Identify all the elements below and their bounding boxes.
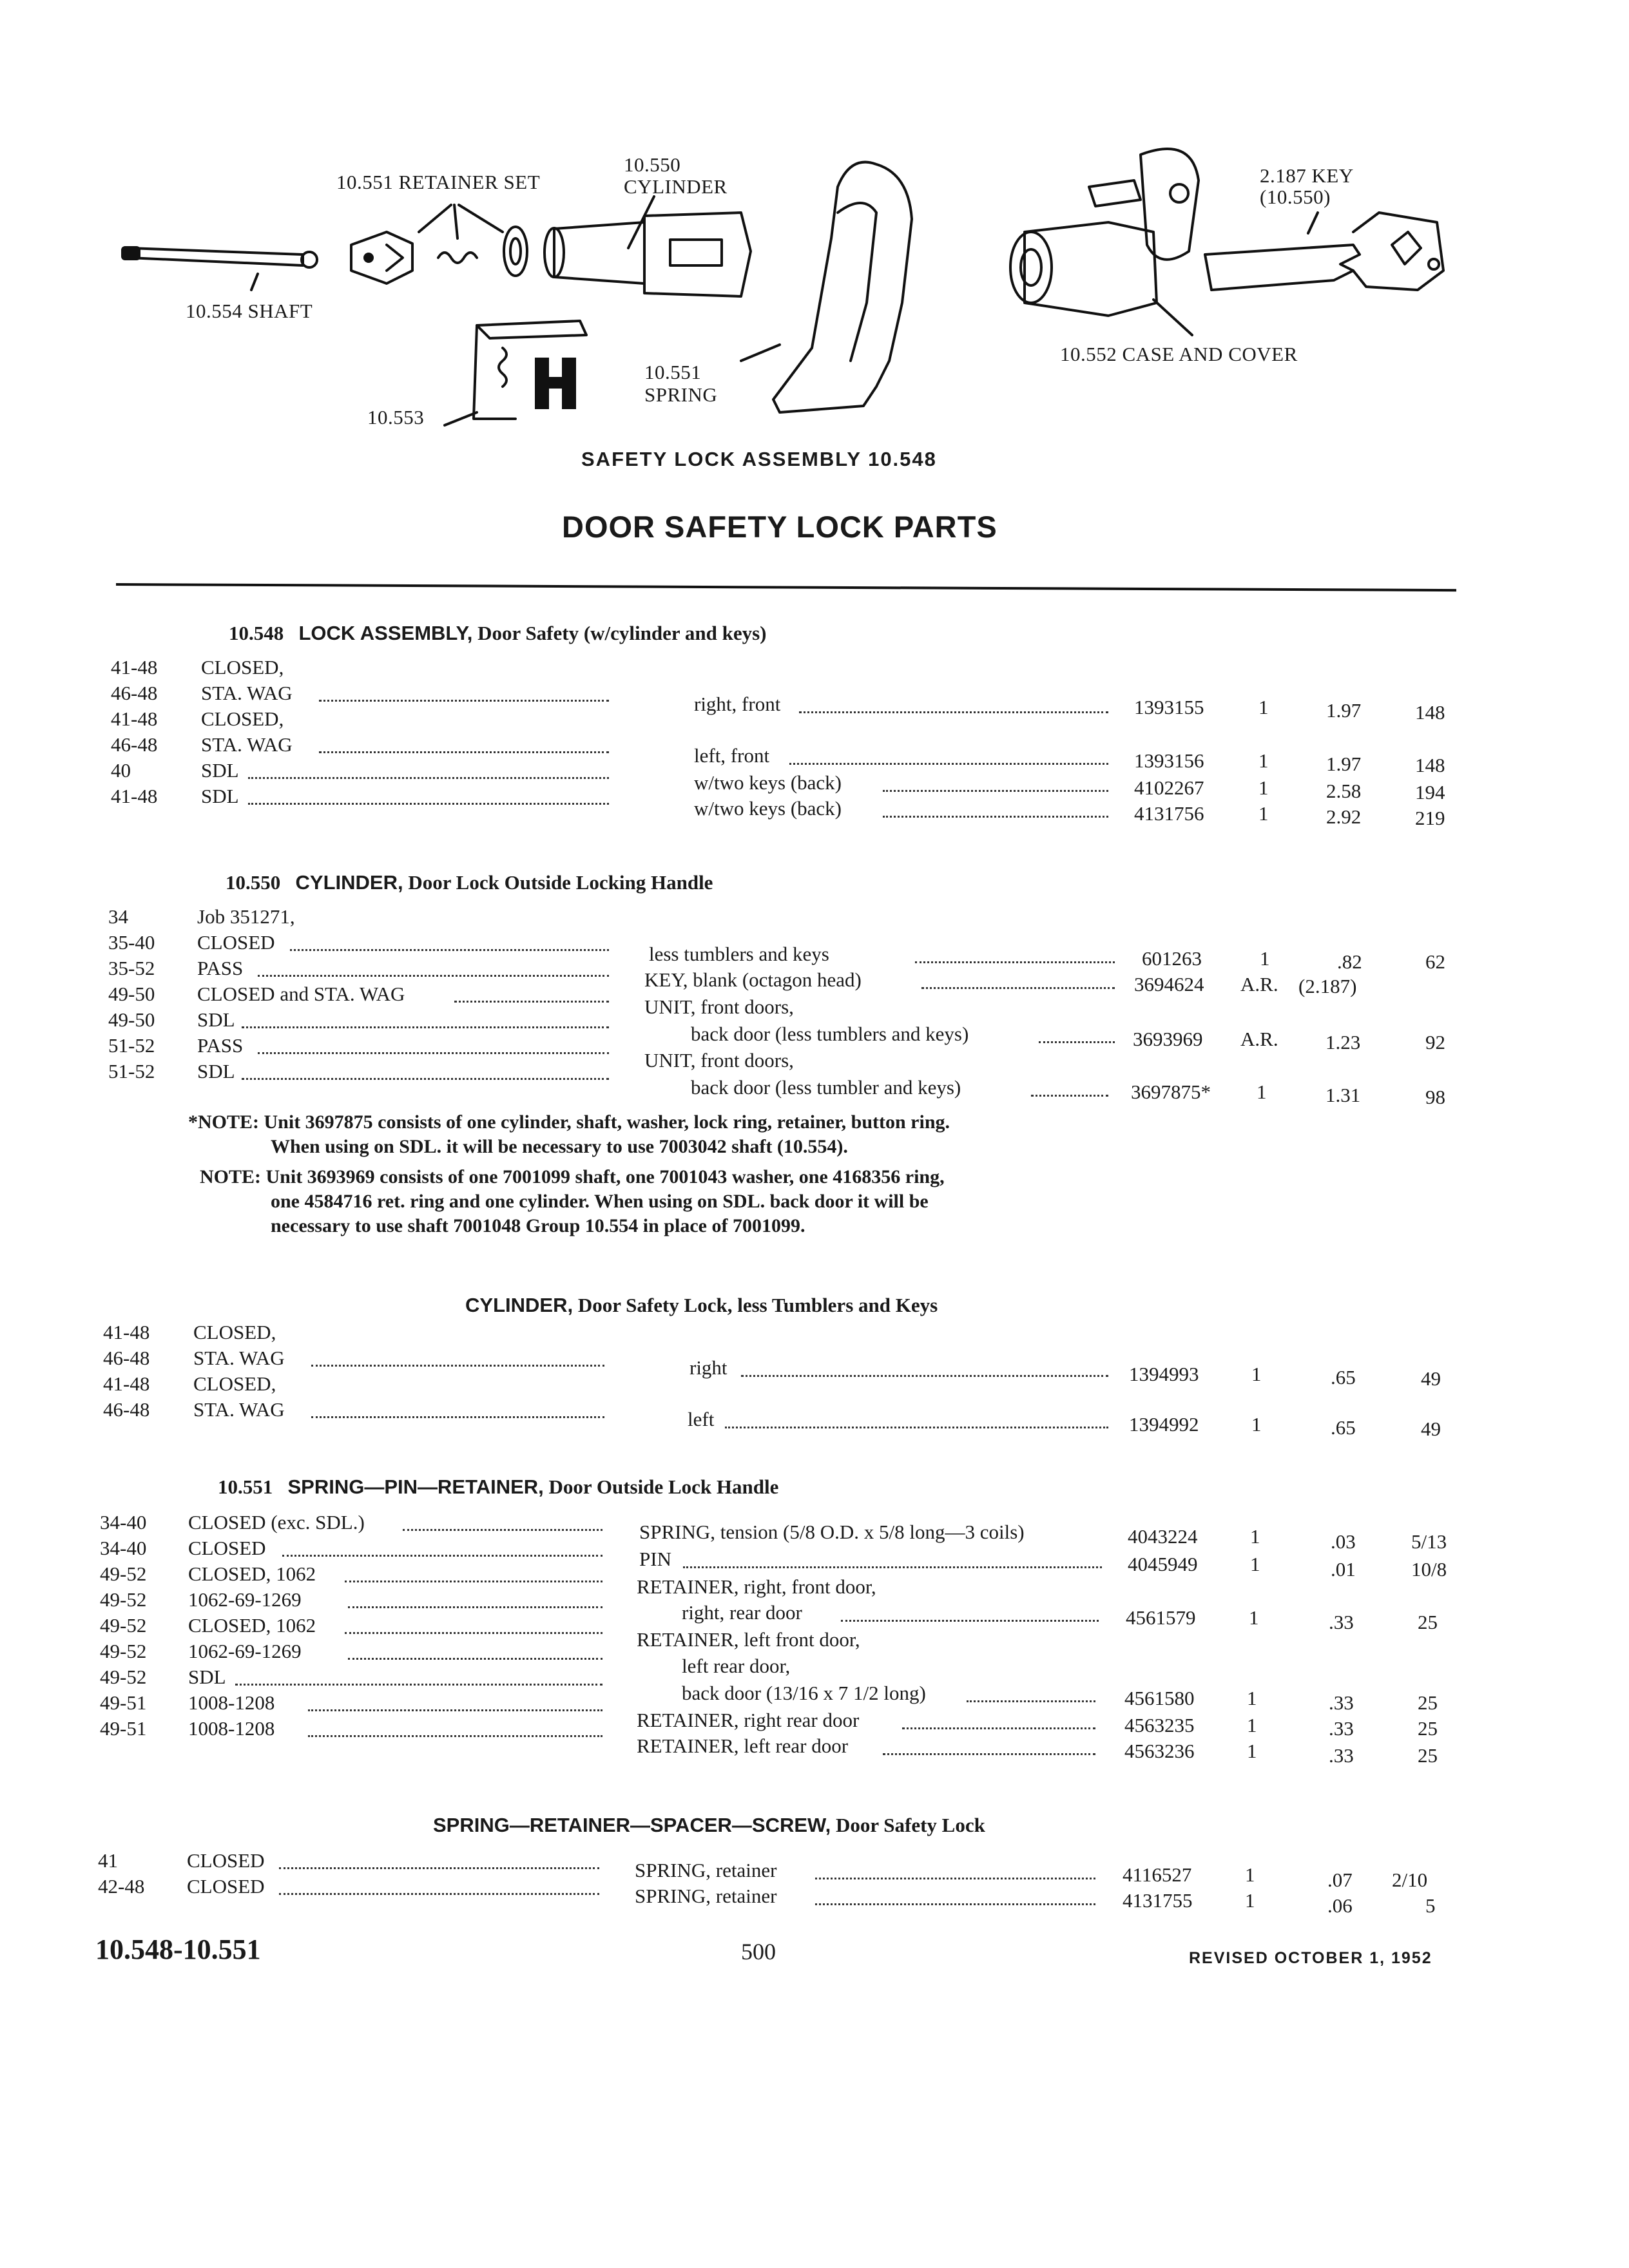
safety-lock-assembly-illustration <box>0 0 1629 451</box>
section-number: 10.550 <box>226 871 281 894</box>
body-type: CLOSED, <box>201 707 284 730</box>
section-header <box>218 1475 778 1499</box>
leader-dots <box>242 1074 609 1080</box>
price: .03 <box>1331 1530 1356 1553</box>
leader-dots <box>319 696 609 702</box>
section-number: 10.548 <box>229 622 284 644</box>
body-type: CLOSED <box>187 1849 265 1872</box>
price: .01 <box>1331 1558 1356 1581</box>
part-number: 4045949 <box>1128 1553 1198 1575</box>
item-description: right, front <box>694 693 781 715</box>
leader-dots <box>883 812 1108 818</box>
leader-dots <box>248 773 609 779</box>
body-type: CLOSED, 1062 <box>188 1562 316 1585</box>
part-number: 4563235 <box>1124 1714 1195 1736</box>
figure-caption: SAFETY LOCK ASSEMBLY 10.548 <box>581 448 937 470</box>
leader-dots <box>403 1525 602 1531</box>
leader-dots <box>279 1863 599 1869</box>
model-year: 46-48 <box>103 1347 150 1369</box>
leader-dots <box>454 997 609 1003</box>
model-year: 41-48 <box>111 785 158 807</box>
package-qty: 25 <box>1418 1611 1438 1633</box>
label-case-cover: 10.552 CASE AND COVER <box>1060 343 1298 365</box>
body-type: STA. WAG <box>193 1347 285 1369</box>
quantity: 1 <box>1258 696 1269 718</box>
body-type: STA. WAG <box>201 733 293 756</box>
item-description: RETAINER, left front door, <box>637 1628 860 1651</box>
section-subtitle: Door Lock Outside Locking Handle <box>408 871 713 894</box>
model-year: 46-48 <box>111 733 158 756</box>
section-subtitle: Door Safety Lock <box>835 1814 985 1836</box>
price: 1.23 <box>1325 1031 1361 1053</box>
quantity: 1 <box>1250 1553 1260 1575</box>
package-qty: 49 <box>1421 1367 1441 1390</box>
leader-dots <box>248 799 609 805</box>
body-type: 1008-1208 <box>188 1717 275 1740</box>
model-year: 51-52 <box>108 1034 155 1057</box>
leader-dots <box>235 1680 602 1686</box>
model-year: 51-52 <box>108 1060 155 1082</box>
shaft-drawing <box>121 246 317 290</box>
item-description: right <box>689 1356 728 1379</box>
body-type: CLOSED <box>187 1875 265 1898</box>
price: 1.31 <box>1325 1084 1361 1106</box>
package-qty: 2/10 <box>1392 1869 1428 1891</box>
quantity: 1 <box>1260 947 1270 970</box>
price: .82 <box>1337 950 1362 973</box>
retainer-set-drawing <box>351 205 527 284</box>
model-year: 49-50 <box>108 983 155 1005</box>
leader-dots <box>883 1749 1095 1755</box>
part-number: 4131755 <box>1123 1889 1193 1912</box>
price: .33 <box>1329 1691 1354 1714</box>
price: 2.92 <box>1326 805 1362 828</box>
section-subtitle: Door Safety Lock, less Tumblers and Keys <box>577 1294 938 1316</box>
leader-dots <box>789 759 1108 765</box>
body-type: CLOSED (exc. SDL.) <box>188 1511 365 1533</box>
leader-dots <box>290 945 609 951</box>
model-year: 41-48 <box>103 1321 150 1343</box>
body-type: CLOSED <box>197 931 275 954</box>
body-type: SDL <box>197 1060 235 1082</box>
leader-dots <box>915 957 1115 963</box>
package-qty: 25 <box>1418 1717 1438 1740</box>
quantity: 1 <box>1251 1413 1262 1436</box>
part-number: 4102267 <box>1134 776 1204 799</box>
label-cylinder-number: 10.550 <box>624 153 681 176</box>
quantity: 1 <box>1247 1687 1257 1709</box>
item-description: RETAINER, left rear door <box>637 1735 849 1757</box>
part-number: 3697875* <box>1131 1081 1211 1103</box>
model-year: 35-40 <box>108 931 155 954</box>
part-number: 4561579 <box>1126 1606 1196 1629</box>
spring-bracket-drawing <box>741 162 912 412</box>
body-type: SDL <box>197 1008 235 1031</box>
leader-dots <box>258 1048 609 1054</box>
body-type: SDL <box>201 759 239 782</box>
price: .33 <box>1329 1717 1354 1740</box>
part-number: 4116527 <box>1123 1863 1192 1886</box>
model-year: 42-48 <box>98 1875 145 1898</box>
package-qty: 98 <box>1425 1086 1445 1108</box>
body-type: CLOSED, <box>193 1372 276 1395</box>
model-year: 49-51 <box>100 1717 147 1740</box>
key-drawing <box>1205 213 1443 290</box>
part-number: 4131756 <box>1134 802 1204 825</box>
item-description: SPRING, tension (5/8 O.D. x 5/8 long—3 coils) <box>639 1521 1025 1543</box>
page-number: 500 <box>741 1939 776 1965</box>
quantity: 1 <box>1258 749 1269 772</box>
price: 1.97 <box>1326 699 1362 722</box>
quantity: A.R. <box>1240 1028 1278 1050</box>
model-year: 49-52 <box>100 1614 147 1637</box>
part-number: 4563236 <box>1124 1740 1195 1762</box>
price: .07 <box>1327 1869 1353 1891</box>
label-cylinder: CYLINDER <box>624 175 728 198</box>
price: .65 <box>1331 1366 1356 1389</box>
quantity: 1 <box>1250 1525 1260 1548</box>
model-year: 46-48 <box>111 682 158 704</box>
price: .06 <box>1327 1894 1353 1917</box>
model-year: 34-40 <box>100 1511 147 1533</box>
leader-dots <box>1039 1037 1115 1043</box>
label-part-553: 10.553 <box>367 406 425 428</box>
leader-dots <box>967 1696 1095 1702</box>
quantity: 1 <box>1251 1363 1262 1385</box>
leader-dots <box>308 1731 602 1737</box>
note-line: When using on SDL. it will be necessary to use 7003042 shaft (10.554). <box>271 1136 848 1157</box>
item-description: w/two keys (back) <box>694 771 842 794</box>
item-description: left rear door, <box>682 1655 791 1677</box>
package-qty: 62 <box>1425 950 1445 973</box>
part-number: 1393156 <box>1134 749 1204 772</box>
package-qty: 194 <box>1415 781 1445 803</box>
body-type: Job 351271, <box>197 905 295 928</box>
model-year: 41-48 <box>111 656 158 678</box>
section-header <box>229 622 766 645</box>
model-year: 41-48 <box>103 1372 150 1395</box>
section-number: 10.551 <box>218 1475 273 1498</box>
body-type: 1062-69-1269 <box>188 1640 302 1662</box>
model-year: 49-52 <box>100 1666 147 1688</box>
leader-dots <box>902 1724 1095 1729</box>
item-description: PIN <box>639 1548 671 1570</box>
item-description: SPRING, retainer <box>635 1885 777 1907</box>
note-line: necessary to use shaft 7001048 Group 10.554 in place of 7001099. <box>271 1215 805 1236</box>
body-type: SDL <box>188 1666 226 1688</box>
leader-dots <box>279 1889 599 1895</box>
title-divider <box>116 583 1456 591</box>
item-description: RETAINER, right rear door <box>637 1709 860 1731</box>
leader-dots <box>242 1023 609 1028</box>
quantity: A.R. <box>1240 973 1278 995</box>
leader-dots <box>841 1616 1099 1622</box>
package-qty: 148 <box>1415 701 1445 724</box>
note-line: NOTE: Unit 3693969 consists of one 7001099 shaft, one 7001043 washer, one 4168356 ring, <box>200 1166 945 1187</box>
leader-dots <box>348 1602 602 1608</box>
price: .33 <box>1329 1611 1354 1633</box>
quantity: 1 <box>1257 1081 1267 1103</box>
package-qty: 25 <box>1418 1691 1438 1714</box>
item-description: UNIT, front doors, <box>644 1049 794 1072</box>
section-header <box>465 1294 938 1317</box>
part-number: 1394992 <box>1129 1413 1199 1436</box>
model-year: 49-52 <box>100 1640 147 1662</box>
item-description: back door (less tumblers and keys) <box>691 1023 969 1045</box>
leader-dots <box>345 1577 602 1582</box>
item-description: UNIT, front doors, <box>644 995 794 1018</box>
item-description: less tumblers and keys <box>649 943 829 965</box>
model-year: 41-48 <box>111 707 158 730</box>
leader-dots <box>883 786 1108 792</box>
quantity: 1 <box>1247 1740 1257 1762</box>
item-description: SPRING, retainer <box>635 1859 777 1881</box>
leader-dots <box>799 707 1108 713</box>
page-title: DOOR SAFETY LOCK PARTS <box>562 510 998 544</box>
item-description: w/two keys (back) <box>694 797 842 820</box>
section-title: SPRING—RETAINER—SPACER—SCREW, <box>433 1814 831 1836</box>
leader-dots <box>921 983 1115 989</box>
leader-dots <box>348 1654 602 1660</box>
quantity: 1 <box>1245 1863 1255 1886</box>
body-type: 1008-1208 <box>188 1691 275 1714</box>
part-number: 601263 <box>1142 947 1202 970</box>
footer-group-range: 10.548-10.551 <box>95 1934 261 1965</box>
body-type: CLOSED, 1062 <box>188 1614 316 1637</box>
part-553-drawing <box>445 321 586 425</box>
body-type: CLOSED, <box>201 656 284 678</box>
section-title: CYLINDER, <box>465 1294 574 1316</box>
leader-dots <box>683 1562 1102 1568</box>
package-qty: 148 <box>1415 754 1445 776</box>
leader-dots <box>345 1628 602 1634</box>
body-type: SDL <box>201 785 239 807</box>
item-description: RETAINER, right, front door, <box>637 1575 876 1598</box>
item-description: right, rear door <box>682 1601 802 1624</box>
part-number: 1394993 <box>1129 1363 1199 1385</box>
leader-dots <box>815 1899 1095 1905</box>
package-qty: 25 <box>1418 1744 1438 1767</box>
leader-dots <box>1031 1091 1108 1097</box>
package-qty: 10/8 <box>1411 1558 1447 1581</box>
body-type: CLOSED <box>188 1537 266 1559</box>
body-type: 1062-69-1269 <box>188 1588 302 1611</box>
item-description: back door (13/16 x 7 1/2 long) <box>682 1682 926 1704</box>
price: .33 <box>1329 1744 1354 1767</box>
section-title: SPRING—PIN—RETAINER, <box>287 1475 544 1498</box>
price: 2.58 <box>1326 780 1362 802</box>
section-title: CYLINDER, <box>295 871 403 894</box>
model-year: 34 <box>108 905 128 928</box>
price: (2.187) <box>1298 975 1357 997</box>
section-subtitle: Door Outside Lock Handle <box>548 1475 779 1498</box>
model-year: 49-51 <box>100 1691 147 1714</box>
package-qty: 5/13 <box>1411 1530 1447 1553</box>
case-cover-drawing <box>1010 149 1199 335</box>
part-number: 4043224 <box>1128 1525 1198 1548</box>
quantity: 1 <box>1247 1714 1257 1736</box>
quantity: 1 <box>1245 1889 1255 1912</box>
package-qty: 5 <box>1425 1894 1436 1917</box>
body-type: PASS <box>197 957 244 979</box>
package-qty: 49 <box>1421 1418 1441 1440</box>
price: 1.97 <box>1326 753 1362 775</box>
model-year: 34-40 <box>100 1537 147 1559</box>
package-qty: 92 <box>1425 1031 1445 1053</box>
body-type: STA. WAG <box>193 1398 285 1421</box>
model-year: 49-52 <box>100 1588 147 1611</box>
label-retainer-set: 10.551 RETAINER SET <box>336 171 541 193</box>
leader-dots <box>319 747 609 753</box>
label-spring-number: 10.551 <box>644 361 702 383</box>
leader-dots <box>815 1874 1095 1879</box>
model-year: 49-50 <box>108 1008 155 1031</box>
section-header <box>226 871 713 894</box>
item-description: left, front <box>694 744 770 767</box>
item-description: KEY, blank (octagon head) <box>644 968 862 991</box>
model-year: 49-52 <box>100 1562 147 1585</box>
cylinder-drawing <box>545 197 751 296</box>
leader-dots <box>311 1361 604 1367</box>
label-key: 2.187 KEY <box>1260 164 1354 187</box>
leader-dots <box>741 1371 1108 1377</box>
model-year: 41 <box>98 1849 118 1872</box>
price: .65 <box>1331 1416 1356 1439</box>
section-header <box>433 1814 985 1837</box>
revised-date: REVISED OCTOBER 1, 1952 <box>1189 1949 1432 1967</box>
label-spring: SPRING <box>644 383 718 406</box>
quantity: 1 <box>1258 802 1269 825</box>
leader-dots <box>308 1706 602 1711</box>
leader-dots <box>311 1412 604 1418</box>
section-title: LOCK ASSEMBLY, <box>298 622 473 644</box>
body-type: PASS <box>197 1034 244 1057</box>
label-shaft: 10.554 SHAFT <box>186 300 313 322</box>
part-number: 3693969 <box>1133 1028 1203 1050</box>
leader-dots <box>258 971 609 977</box>
model-year: 46-48 <box>103 1398 150 1421</box>
quantity: 1 <box>1258 776 1269 799</box>
body-type: CLOSED and STA. WAG <box>197 983 405 1005</box>
model-year: 35-52 <box>108 957 155 979</box>
model-year: 40 <box>111 759 131 782</box>
note-line: *NOTE: Unit 3697875 consists of one cylinder, shaft, washer, lock ring, retainer, button ring. <box>188 1111 950 1133</box>
part-number: 3694624 <box>1134 973 1204 995</box>
body-type: CLOSED, <box>193 1321 276 1343</box>
quantity: 1 <box>1249 1606 1259 1629</box>
body-type: STA. WAG <box>201 682 293 704</box>
part-number: 1393155 <box>1134 696 1204 718</box>
item-description: left <box>688 1408 715 1430</box>
note-line: one 4584716 ret. ring and one cylinder. When using on SDL. back door it will be <box>271 1191 929 1212</box>
label-key-reference: (10.550) <box>1260 186 1331 208</box>
package-qty: 219 <box>1415 807 1445 829</box>
part-number: 4561580 <box>1124 1687 1195 1709</box>
section-subtitle: Door Safety (w/cylinder and keys) <box>477 622 767 644</box>
item-description: back door (less tumbler and keys) <box>691 1076 961 1099</box>
leader-dots <box>282 1551 602 1557</box>
leader-dots <box>725 1423 1108 1428</box>
